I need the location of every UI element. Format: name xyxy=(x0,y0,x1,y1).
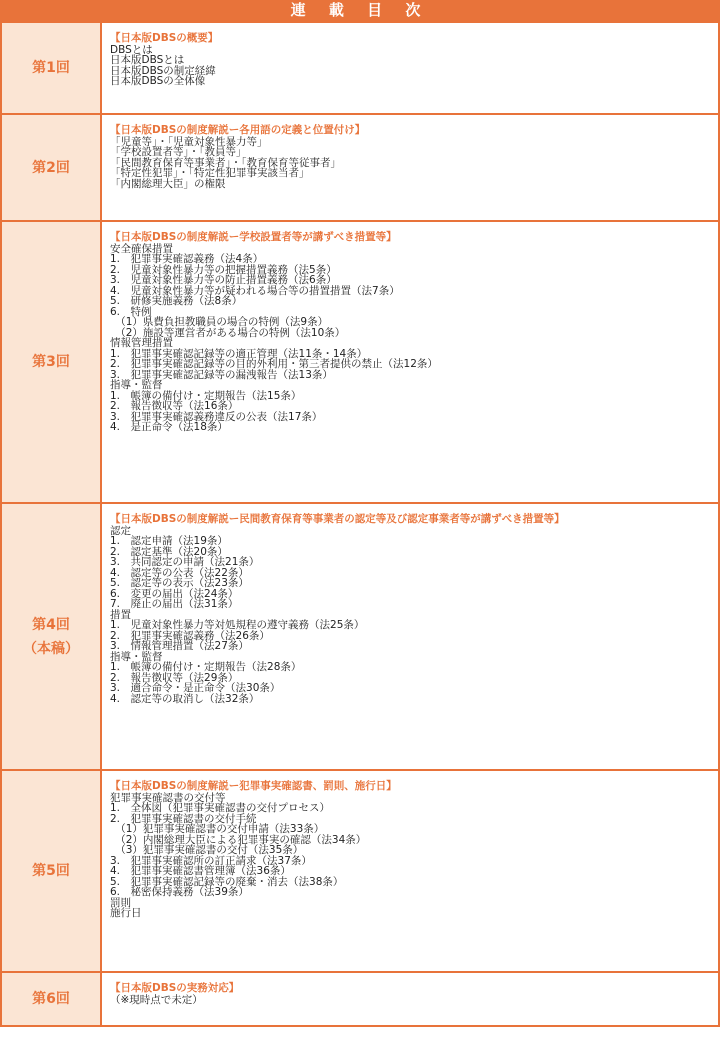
list-item: 4. 是正命令（法18条） xyxy=(110,421,228,433)
list-item: 施行日 xyxy=(110,907,142,919)
list-item: 7. 廃止の届出（法31条） xyxy=(110,598,239,610)
list-item: 3. 共同認定の申請（法21条） xyxy=(110,556,260,568)
installment-number: 第3回 xyxy=(32,354,70,370)
installment-number: 第4回 xyxy=(32,616,70,633)
installment-contents xyxy=(102,973,718,1025)
list-item: 1. 犯罪事実確認記録等の適正管理（法11条・14条） xyxy=(110,347,368,360)
list-item: 3. 犯罪事実確認義務違反の公表（法17条） xyxy=(110,410,323,423)
list-item: 犯罪事実確認書の交付等 xyxy=(110,791,226,804)
installment-heading: 【日本版DBSの制度解説ー民間教育保育等事業者の認定等及び認定事業者等が講ずべき措置等】 xyxy=(110,513,565,525)
installment-heading: 【日本版DBSの制度解説ー各用語の定義と位置付け】 xyxy=(110,124,366,136)
list-item: DBSとは xyxy=(110,43,153,56)
list-item: 1. 認定申請（法19条） xyxy=(110,535,228,547)
list-item: 2. 犯罪事実確認義務（法26条） xyxy=(110,629,270,642)
installment-contents xyxy=(102,222,718,502)
list-item: 5. 認定等の表示（法23条） xyxy=(110,577,249,589)
list-item: 1. 帳簿の備付け・定期報告（法15条） xyxy=(110,389,302,402)
toc-row xyxy=(0,502,720,769)
list-item: 4. 認定等の公表（法22条） xyxy=(110,566,249,579)
installment-label xyxy=(2,771,102,971)
list-item: 認定 xyxy=(110,524,131,537)
list-item: 「内閣総理大臣」の権限 xyxy=(110,177,226,190)
list-item: 3. 犯罪事実確認記録等の漏洩報告（法13条） xyxy=(110,368,333,381)
list-item: 「児童等」・「児童対象性暴力等」 xyxy=(110,135,268,148)
installment-number: 第2回 xyxy=(32,159,70,176)
list-item: 3. 犯罪事実確認所の訂正請求（法37条） xyxy=(110,854,312,867)
list-item: 安全確保措置 xyxy=(110,242,173,255)
list-item: 3. 適合命令・是正命令（法30条） xyxy=(110,682,281,694)
list-item: 2. 報告徴収等（法29条） xyxy=(110,671,239,684)
list-item: 5. 犯罪事実確認記録等の廃棄・消去（法38条） xyxy=(110,875,344,888)
list-item: 6. 特例 xyxy=(110,305,152,318)
installment-contents xyxy=(102,23,718,113)
list-item: 2. 児童対象性暴力等の把握措置義務（法5条） xyxy=(110,263,337,276)
list-item: 罰則 xyxy=(110,896,131,909)
list-item: 日本版DBSの制定経緯 xyxy=(110,64,216,77)
installment-label xyxy=(2,115,102,220)
list-item: 日本版DBSとは xyxy=(110,54,185,66)
installment-label xyxy=(2,222,102,502)
toc-rows xyxy=(0,21,720,1027)
list-item: 1. 全体図（犯罪事実確認書の交付プロセス） xyxy=(110,802,331,814)
installment-note: （本稿） xyxy=(23,640,79,657)
list-item: 情報管理措置 xyxy=(110,337,173,349)
list-item: （3）犯罪事実確認書の交付（法35条） xyxy=(110,844,304,856)
list-item: 6. 秘密保持義務（法39条） xyxy=(110,886,249,898)
list-item: 1. 犯罪事実確認義務（法4条） xyxy=(110,253,264,265)
toc-row xyxy=(0,21,720,113)
list-item: （2）施設等運営者がある場合の特例（法10条） xyxy=(110,326,346,339)
list-item: 日本版DBSの全体像 xyxy=(110,75,206,87)
toc-row xyxy=(0,113,720,220)
toc-row xyxy=(0,769,720,971)
list-item: 指導・監督 xyxy=(110,650,163,663)
toc-title: 連 載 目 次 xyxy=(0,0,720,21)
list-item: 措置 xyxy=(110,608,131,621)
list-item: （2）内閣総理大臣による犯罪事実の確認（法34条） xyxy=(110,833,367,846)
list-item: 「学校設置者等」・「教員等」 xyxy=(110,146,247,158)
list-item: 1. 児童対象性暴力等対処規程の遵守義務（法25条） xyxy=(110,619,365,631)
list-item: （1）県費負担教職員の場合の特例（法9条） xyxy=(110,316,329,328)
installment-heading: 【日本版DBSの制度解説ー犯罪事実確認書、罰則、施行日】 xyxy=(110,780,397,792)
list-item: 1. 帳簿の備付け・定期報告（法28条） xyxy=(110,661,302,673)
list-item: 2. 犯罪事実確認記録等の目的外利用・第三者提供の禁止（法12条） xyxy=(110,358,438,370)
list-item: 4. 児童対象性暴力等が疑われる場合等の措置措置（法7条） xyxy=(110,284,400,297)
list-item: 2. 報告徴収等（法16条） xyxy=(110,400,239,412)
list-item: （1）犯罪事実確認書の交付申請（法33条） xyxy=(110,823,325,835)
list-item: 4. 認定等の取消し（法32条） xyxy=(110,692,260,705)
installment-contents xyxy=(102,115,718,220)
list-item: 5. 研修実施義務（法8条） xyxy=(110,295,243,307)
list-item: 2. 犯罪事実確認書の交付手続 xyxy=(110,812,257,825)
installment-number: 第1回 xyxy=(32,60,70,76)
installment-heading: 【日本版DBSの概要】 xyxy=(110,32,219,44)
installment-number: 第6回 xyxy=(32,991,70,1007)
list-item: 3. 情報管理措置（法27条） xyxy=(110,640,249,652)
installment-contents xyxy=(102,771,718,971)
installment-contents xyxy=(102,504,718,769)
list-item: （※現時点で未定） xyxy=(110,993,203,1006)
list-item: 6. 変更の届出（法24条） xyxy=(110,587,239,600)
installment-label xyxy=(2,973,102,1025)
installment-label xyxy=(2,504,102,769)
list-item: 「特定性犯罪」・「特定性犯罪事実該当者」 xyxy=(110,167,310,179)
installment-heading: 【日本版DBSの制度解説ー学校設置者等が講ずべき措置等】 xyxy=(110,231,397,243)
list-item: 2. 認定基準（法20条） xyxy=(110,545,228,558)
list-item: 「民間教育保育等事業者」・「教育保育等従事者」 xyxy=(110,156,341,169)
installment-heading: 【日本版DBSの実務対応】 xyxy=(110,982,240,994)
list-item: 3. 児童対象性暴力等の防止措置義務（法6条） xyxy=(110,274,337,286)
list-item: 指導・監督 xyxy=(110,379,163,391)
toc-row xyxy=(0,220,720,502)
list-item: 4. 犯罪事実確認書管理簿（法36条） xyxy=(110,865,291,877)
installment-number: 第5回 xyxy=(32,863,70,879)
toc-row xyxy=(0,971,720,1027)
installment-label xyxy=(2,23,102,113)
